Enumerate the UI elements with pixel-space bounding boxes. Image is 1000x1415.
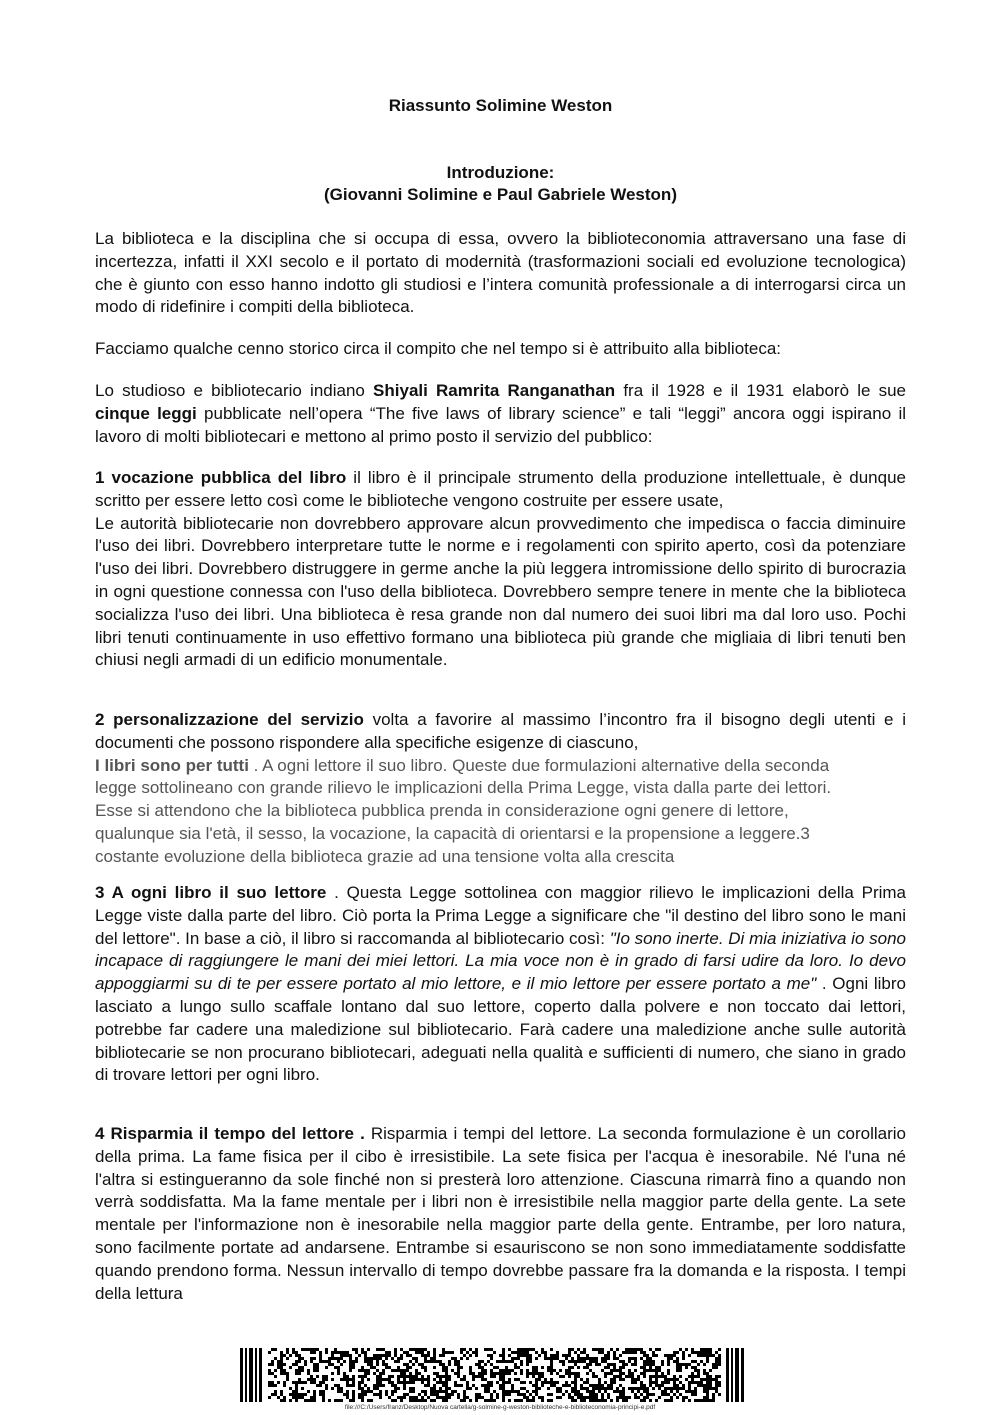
law-2-quote — [95, 755, 906, 869]
law-2-gray-heading: I libri sono per tutti — [95, 755, 249, 775]
paragraph-ranganathan — [95, 380, 906, 448]
law-2-paragraph — [95, 709, 906, 755]
law-4-section — [95, 1123, 906, 1305]
law-1-paragraph — [95, 467, 906, 513]
text-span: fra il 1928 e il 1931 elaborò le sue — [615, 381, 906, 400]
text-span: pubblicate nell’opera “The five laws of library science” e tali “leggi” ancora oggi ispirano il lavoro di molti bibliotecari e mettono al primo posto il servizio del pubblico: — [95, 403, 906, 446]
gray-line: costante evoluzione della biblioteca grazie ad una tensione volta alla crescita — [95, 846, 675, 866]
five-laws-label: cinque leggi — [95, 403, 197, 423]
law-3-quote: "Io sono inerte. Di mia iniziativa io sono incapace di raggiungere le mani dei miei lettori. La mia voce non è in grado di farsi udire da loro. Io devo appoggiarmi su di te per essere portato al mio lettore, e il mio lettore per essere portato a me" — [95, 928, 907, 994]
intro-authors: (Giovanni Solimine e Paul Gabriele Weston) — [324, 185, 677, 204]
intro-title: Introduzione: — [446, 163, 555, 182]
law-3-section — [95, 882, 906, 1087]
paragraph-text — [95, 380, 906, 448]
law-1-paragraph-2: Le autorità bibliotecarie non dovrebbero approvare alcun provvedimento che impedisca o faccia diminuire l'uso dei libri. Dovrebbero interpretare tutte le norme e i regolamenti con spirito aperto, così da potenziare l'uso dei libri. Dovrebbero distruggere in germe anche la più leggera intromissione dello spirito di burocrazia in ogni questione connessa con l'uso della biblioteca. Dovrebbero sempre tenere in mente che la biblioteca socializza l'uso dei libri. Una biblioteca è resa grande non dal numero dei suoi libri ma dal loro uso. Pochi libri tenuti continuamente in uso effettivo formano una biblioteca più grande che migliaia di libri tenuti ben chiusi negli armadi di un edificio monumentale. — [95, 513, 906, 670]
gray-line: Esse si attendono che la biblioteca pubblica prenda in considerazione ogni genere di lettore, — [95, 801, 789, 821]
law-3-paragraph — [95, 882, 906, 1087]
gray-line: legge sottolineano con grande rilievo le implicazioni della Prima Legge, vista dalla parte dei lettori. — [95, 778, 832, 798]
paragraph-text: Facciamo qualche cenno storico circa il compito che nel tempo si è attribuito alla biblioteca: — [95, 339, 782, 358]
law-4-heading: 4 Risparmia il tempo del lettore . — [95, 1124, 365, 1143]
document-title: Riassunto Solimine Weston — [388, 96, 613, 115]
gray-line: qualunque sia l'età, il sesso, la vocazione, la capacità di orientarsi e la propensione a leggere.3 — [95, 823, 810, 843]
file-path-footer: file:///C:/Users/franz/Desktop/Nuova cartella/g-solmine-g-weston-biblioteche-e-biblioteconomia-principi-e.pdf — [344, 1404, 656, 1411]
intro-heading — [95, 162, 906, 206]
law-1-heading: 1 vocazione pubblica del libro — [95, 468, 347, 487]
law-3-text: . Questa Legge sottolinea con maggior rilievo le implicazioni della Prima Legge viste dalla parte del libro. Ciò porta la Prima Legge a significare che "il destino del libro sono le mani del lettore". In base a ciò, il libro si raccomanda al bibliotecario così: — [95, 883, 907, 948]
paragraph-intro — [95, 228, 906, 319]
law-4-text: Risparmia i tempi del lettore. La seconda formulazione è un corollario della prima. La fame fisica per il cibo è irresistibile. La sete fisica per l'acqua è inesorabile. Né l'una né l'altra si estingueranno da sole finché non si presterà loro attenzione. Ciascuna rimarrà fino a quando non verrà soddisfatta. Ma la fame mentale per i libri non è irresistibile nella maggior parte della gente. La sete mentale per l'informazione non è inesorabile nella maggior parte della gente. Entrambe, per loro natura, sono facilmente portate ad andarsene. Entrambe si esauriscono se non sono immediatamente soddisfatte quando prendono forma. Nessun intervallo di tempo dovrebbe passare fra la domanda e la risposta. I tempi della lettura — [95, 1124, 906, 1303]
law-1-text: il libro è il principale strumento della produzione intellettuale, è dunque scritto per essere letto così come le biblioteche vengono costruite per essere usate, — [95, 468, 906, 510]
gray-line — [95, 755, 906, 778]
barcode-graphic — [240, 1348, 745, 1402]
law-2-heading: 2 personalizzazione del servizio — [95, 710, 364, 729]
paragraph-history — [95, 338, 906, 361]
law-3-heading: 3 A ogni libro il suo lettore — [95, 883, 327, 902]
gray-text: . A ogni lettore il suo libro. Queste due formulazioni alternative della seconda — [248, 755, 830, 775]
law-2-text: volta a favorire al massimo l’incontro fra il bisogno degli utenti e i documenti che possono rispondere alla specifiche esigenze di ciascuno, — [95, 710, 906, 752]
law-1-section — [95, 467, 906, 672]
ranganathan-name: Shiyali Ramrita Ranganathan — [373, 381, 616, 400]
law-2-section — [95, 709, 906, 869]
paragraph-text: La biblioteca e la disciplina che si occupa di essa, ovvero la biblioteconomia attraversano una fase di incertezza, infatti il XXI secolo e il portato di modernità (trasformazioni sociali ed evoluzione tecnologica) che è giunto con esso hanno indotto gli studiosi e l’intera comunità professionale a di interrogarsi circa un modo di ridefinire i compiti della biblioteca. — [95, 229, 906, 317]
law-4-paragraph — [95, 1123, 906, 1305]
law-3-text-2: . Ogni libro lasciato a lungo sullo scaffale lontano dal suo lettore, coperto dalla polvere e non toccato dai lettori, potrebbe far cadere una maledizione sul bibliotecario. Farà cadere una maledizione anche sulle autorità bibliotecarie se non procurano bibliotecari, adeguati nella qualità e sufficienti di numero, che siano in grado di trovare lettori per ogni libro. — [95, 974, 906, 1085]
text-span: Lo studioso e bibliotecario indiano — [95, 381, 374, 400]
